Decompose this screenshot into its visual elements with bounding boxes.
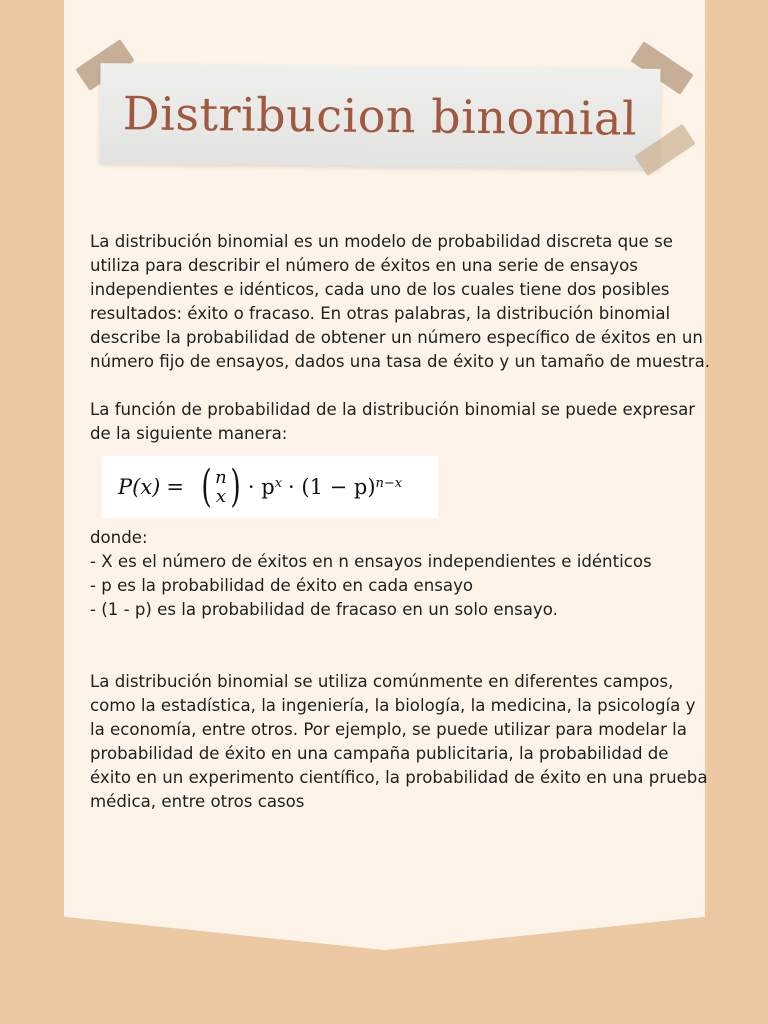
- title-banner: [99, 63, 660, 169]
- formula-intro-paragraph: La función de probabilidad de la distribución binomial se puede expresar de la siguiente manera:: [90, 400, 696, 443]
- page-title: Distribucion binomial: [122, 86, 638, 146]
- applications-paragraph: La distribución binomial se utiliza comúnmente en diferentes campos, como la estadística, la ingeniería, la biología, la medicina, la psicología y la economía, entre otros. Por ejemplo, se puede utilizar para modelar la probabilidad de éxito en una campaña publicitaria, la probabilidad de éxito en un experimento científico, la probabilidad de éxito en una prueba médica, entre otros casos: [90, 672, 708, 811]
- right-paren-glyph: ): [230, 461, 241, 512]
- formula-term-p: · p: [247, 475, 275, 499]
- formula-equals: =: [166, 475, 184, 499]
- formula-term-failure: · (1 − p): [288, 475, 376, 499]
- binomial-formula: [118, 461, 403, 512]
- binom-bottom: x: [215, 486, 227, 507]
- intro-paragraph: La distribución binomial es un modelo de probabilidad discreta que se utiliza para describir el número de éxitos en una serie de ensayos independientes e idénticos, cada uno de los cuales tiene dos posibles resultados: éxito o fracaso. En otras palabras, la distribución binomial describe la probabilidad de obtener un número específico de éxitos en un número fijo de ensayos, dados una tasa de éxito y un tamaño de muestra.: [90, 232, 711, 371]
- definition-item: - p es la probabilidad de éxito en cada ensayo: [90, 576, 474, 595]
- document-body: [90, 230, 712, 814]
- binomial-coefficient: [198, 461, 244, 512]
- left-paren-glyph: (: [201, 461, 212, 512]
- binomial-stack: [215, 468, 227, 506]
- definition-item: - (1 - p) es la probabilidad de fracaso en un solo ensayo.: [90, 600, 558, 619]
- formula-box: [102, 456, 438, 518]
- formula-term-p-exponent: x: [274, 476, 283, 491]
- formula-lhs: P(x): [118, 475, 161, 499]
- where-label: donde:: [90, 528, 148, 547]
- definition-item: - X es el número de éxitos en n ensayos independientes e idénticos: [90, 552, 652, 571]
- formula-term-failure-exponent: n−x: [375, 476, 403, 491]
- binom-top: n: [215, 467, 227, 488]
